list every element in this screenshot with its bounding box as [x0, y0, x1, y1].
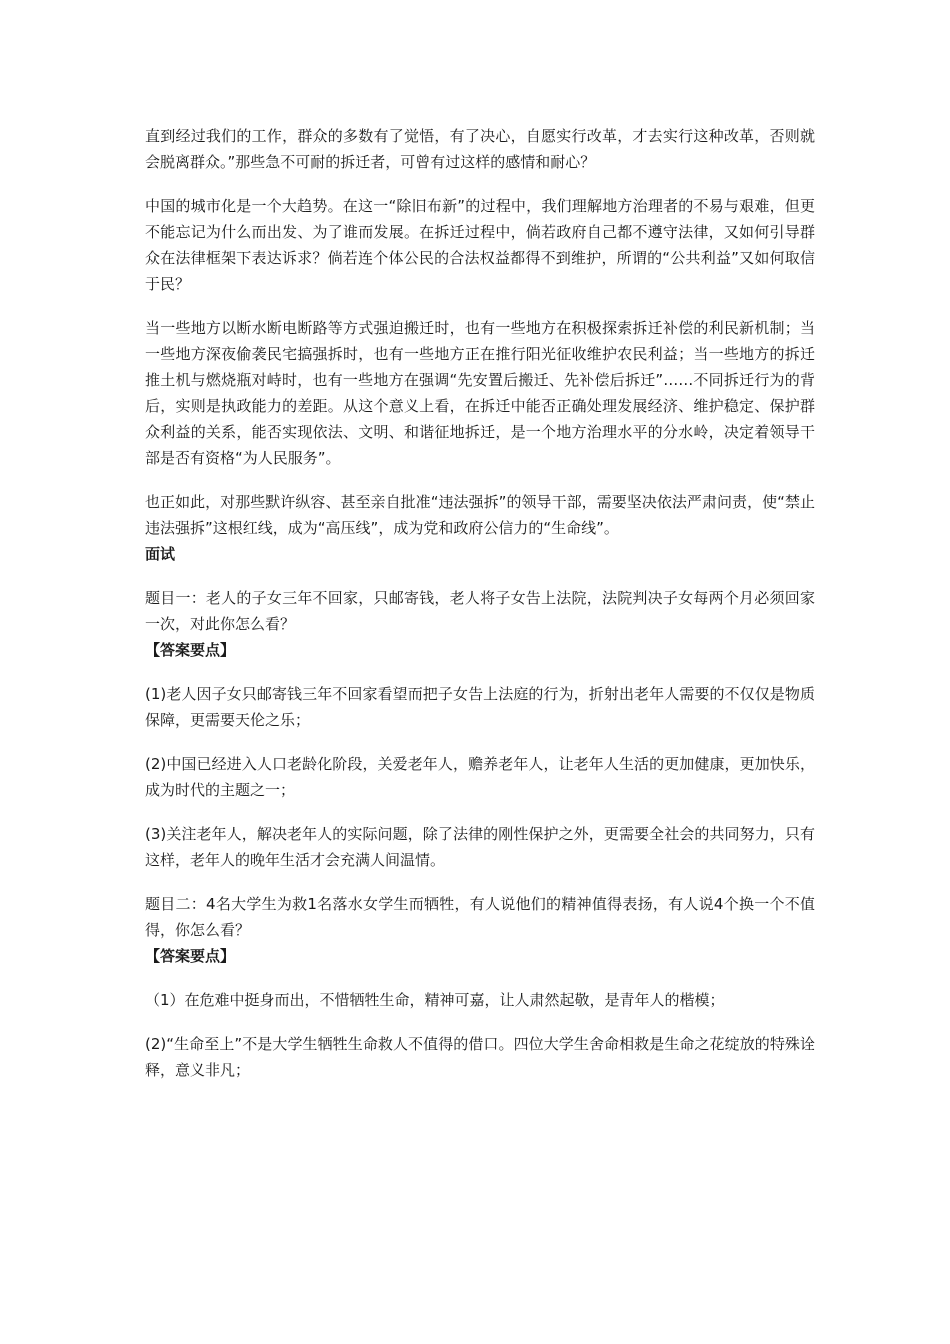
answer-heading-1: 【答案要点】 — [145, 641, 236, 659]
paragraph-1: 直到经过我们的工作，群众的多数有了觉悟，有了决心，自愿实行改革，才去实行这种改革，否则就会脱离群众。”那些急不可耐的拆迁者，可曾有过这样的感情和耐心？ — [145, 127, 815, 171]
answer-point-1-1: (1)老人因子女只邮寄钱三年不回家看望而把子女告上法庭的行为，折射出老年人需要的不仅仅是物质保障，更需要天伦之乐； — [145, 685, 815, 729]
question-2: 题目二：4名大学生为救1名落水女学生而牺牲，有人说他们的精神值得表扬，有人说4个换一个不值得，你怎么看？ — [145, 895, 815, 939]
section-heading-interview: 面试 — [145, 545, 176, 563]
answer-point-1-3: (3)关注老年人，解决老年人的实际问题，除了法律的刚性保护之外，更需要全社会的共同努力，只有这样，老年人的晚年生活才会充满人间温情。 — [145, 825, 815, 869]
paragraph-4: 也正如此，对那些默许纵容、甚至亲自批准“违法强拆”的领导干部，需要坚决依法严肃问责，使“禁止违法强拆”这根红线，成为“高压线”，成为党和政府公信力的“生命线”。 — [145, 493, 815, 537]
question-1: 题目一：老人的子女三年不回家，只邮寄钱，老人将子女告上法院，法院判决子女每两个月必须回家一次，对此你怎么看？ — [145, 589, 815, 633]
paragraph-3: 当一些地方以断水断电断路等方式强迫搬迁时，也有一些地方在积极探索拆迁补偿的利民新机制；当一些地方深夜偷袭民宅搞强拆时，也有一些地方正在推行阳光征收维护农民利益；当一些地方的拆迁推土机与燃烧瓶对峙时，也有一些地方在强调“先安置后搬迁、先补偿后拆迁”……不同拆迁行为的背后，实则是执政能力的差距。从这个意义上看，在拆迁中能否正确处理发展经济、维护稳定、保护群众利益的关系，能否实现依法、文明、和谐征地拆迁，是一个地方治理水平的分水岭，决定着领导干部是否有资格“为人民服务”。 — [145, 319, 815, 467]
paragraph-2: 中国的城市化是一个大趋势。在这一“除旧布新”的过程中，我们理解地方治理者的不易与艰难，但更不能忘记为什么而出发、为了谁而发展。在拆迁过程中，倘若政府自己都不遵守法律，又如何引导群众在法律框架下表达诉求？倘若连个体公民的合法权益都得不到维护，所谓的“公共利益”又如何取信于民？ — [145, 197, 815, 293]
answer-point-1-2: (2)中国已经进入人口老龄化阶段，关爱老年人，赡养老年人，让老年人生活的更加健康，更加快乐，成为时代的主题之一； — [145, 755, 815, 799]
answer-point-2-2: (2)“生命至上”不是大学生牺牲生命救人不值得的借口。四位大学生舍命相救是生命之花绽放的特殊诠释，意义非凡； — [145, 1035, 815, 1079]
answer-point-2-1: （1）在危难中挺身而出，不惜牺牲生命，精神可嘉，让人肃然起敬，是青年人的楷模； — [145, 991, 725, 1009]
answer-heading-2: 【答案要点】 — [145, 947, 236, 965]
document-page — [145, 123, 815, 1083]
